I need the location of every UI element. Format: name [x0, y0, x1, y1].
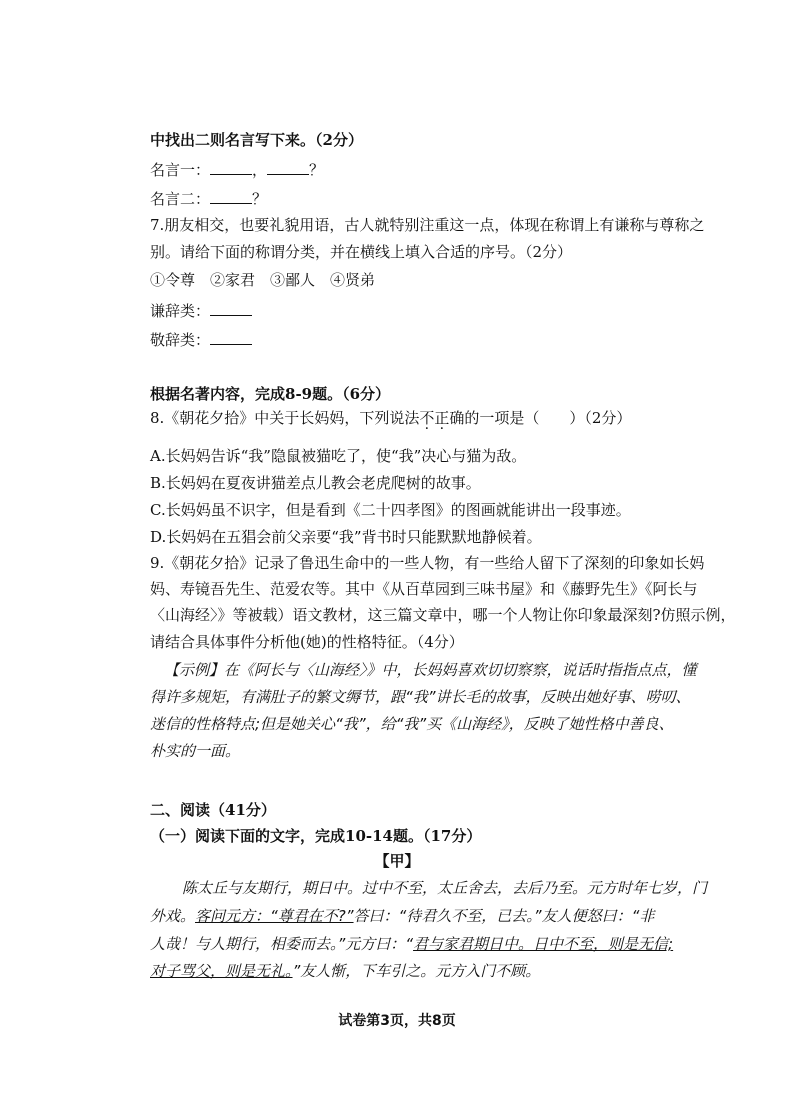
question-8-stem	[150, 408, 631, 428]
quote-one-blank-b[interactable]	[267, 160, 309, 175]
humble-terms-blank[interactable]	[210, 301, 252, 316]
page-footer: 试卷第3页，共8页	[338, 1013, 456, 1029]
example-line-3: 迷信的性格特点;但是她关心“我”，给“我”买《山海经》，反映了她性格中善良、	[150, 715, 674, 733]
passage-line-1: 陈太丘与友期行，期日中。过中不至，太丘舍去，去后乃至。元方时年七岁，门	[182, 879, 708, 897]
respect-terms-label: 敬辞类：	[150, 331, 211, 349]
question-9-line-1: 9.《朝花夕拾》记录了鲁迅生命中的一些人物，有一些给人留下了深刻的印象如长妈	[150, 554, 705, 572]
question-9-line-4: 请结合具体事件分析他(她)的性格特征。（4分）	[150, 633, 464, 651]
question-9-line-3: 〈山海经〉》等被载）语文教材，这三篇文章中，哪一个人物让你印象最深刻?仿照示例，	[150, 606, 736, 624]
passage-line-4	[150, 961, 540, 981]
underlined-sentence-2b: 对子骂父，则是无礼。	[150, 962, 293, 980]
underlined-sentence-1: 客问元方：“尊君在不?”	[195, 907, 354, 925]
option-b: B.长妈妈在夏夜讲猫差点儿教会老虎爬树的故事。	[150, 474, 481, 492]
example-line-1: 【示例】在《阿长与〈山海经〉》中，长妈妈喜欢切切察察，说话时指指点点，懂	[164, 661, 697, 679]
quote-one-separator: ，	[252, 161, 268, 179]
option-d: D.长妈妈在五猖会前父亲要“我”背书时只能默默地静候着。	[150, 528, 542, 546]
underlined-sentence-2a: 君与家君期日中。日中不至，则是无信;	[413, 935, 674, 953]
passage-line-2	[150, 906, 654, 926]
quote-one-end: ？	[309, 161, 325, 179]
classics-heading: 根据名著内容，完成8-9题。（6分）	[150, 385, 391, 403]
passage-line-4-post: ”友人惭，下车引之。元方入门不顾。	[292, 962, 541, 980]
respect-terms-blank[interactable]	[210, 330, 252, 345]
respect-terms-line	[150, 330, 252, 350]
question-7-options: ①令尊 ②家君 ③鄙人 ④贤弟	[150, 271, 376, 289]
reading-section-heading: 二、阅读（41分）	[150, 801, 276, 819]
quote-one-line	[150, 160, 324, 180]
option-c: C.长妈妈虽不识字，但是看到《二十四孝图》的图画就能讲出一段事迹。	[150, 501, 631, 519]
quote-two-end: ？	[252, 190, 268, 208]
example-line-4: 朴实的一面。	[150, 742, 241, 760]
quote-one-blank-a[interactable]	[210, 160, 252, 175]
quote-one-label: 名言一：	[150, 161, 211, 179]
passage-jia-label: 【甲】	[374, 852, 420, 870]
question-8-stem-pre: 8.《朝花夕拾》中关于长妈妈，下列说法	[150, 409, 420, 427]
example-line-2: 得许多规矩，有满肚子的繁文缛节，跟“我”讲长毛的故事，反映出她好事、唠叨、	[150, 688, 691, 706]
quote-two-label: 名言二：	[150, 190, 211, 208]
question-7-line-2: 别。请给下面的称谓分类，并在横线上填入合适的序号。（2分）	[150, 243, 573, 261]
instruction-line: 中找出二则名言写下来。（2分）	[150, 131, 363, 149]
question-7-line-1: 7.朋友相交，也要礼貌用语，古人就特别注重这一点，体现在称谓上有谦称与尊称之	[150, 216, 705, 234]
question-9-line-2: 妈、寿镜吾先生、范爱农等。其中《从百草园到三味书屋》和《藤野先生》《阿长与	[150, 580, 698, 598]
emphasis-char-2: 正	[434, 409, 450, 427]
humble-terms-label: 谦辞类：	[150, 302, 211, 320]
passage-line-2-post: 答曰：“待君久不至，已去。”友人便怒曰：“非	[353, 907, 655, 925]
passage-line-2-pre: 外戏。	[150, 907, 196, 925]
passage-line-3	[150, 934, 673, 954]
emphasis-char-1: 不	[419, 409, 435, 427]
reading-subsection-heading: （一）阅读下面的文字，完成10-14题。（17分）	[150, 827, 482, 845]
quote-two-blank[interactable]	[210, 189, 252, 204]
question-8-stem-post: 确的一项是（ ）（2分）	[449, 409, 632, 427]
humble-terms-line	[150, 301, 252, 321]
quote-two-line	[150, 189, 267, 209]
passage-line-3-pre: 人哉！与人期行，相委而去。”元方曰：“	[150, 935, 414, 953]
option-a: A.长妈妈告诉“我”隐鼠被猫吃了，使“我”决心与猫为敌。	[150, 447, 527, 465]
